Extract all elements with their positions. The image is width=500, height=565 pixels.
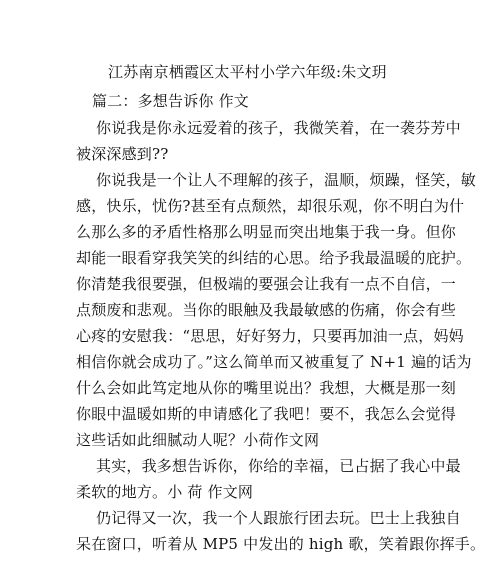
paragraph-line: 感，快乐，忧伤?甚至有点颓然，却很乐观，你不明白为什 xyxy=(76,197,465,215)
document-title: 江苏南京栖霞区太平村小学六年级:朱文玥 xyxy=(108,63,387,81)
paragraph-line: 仍记得又一次，我一个人跟旅行团去玩。巴士上我独自 xyxy=(96,509,461,527)
paragraph-line: 么那么多的矛盾性格那么明显而突出地集于我一身。但你 xyxy=(76,223,457,241)
paragraph-line: 点颓废和悲观。当你的眼触及我最敏感的伤痛，你会有些 xyxy=(76,301,457,319)
paragraph-line: 什么会如此笃定地从你的嘴里说出？我想，大概是那一刻 xyxy=(76,379,457,397)
paragraph-line: 你说我是你永远爱着的孩子，我微笑着，在一袭芬芳中 xyxy=(96,119,461,137)
paragraph-line: 柔软的地方。小 荷 作文网 xyxy=(76,483,254,501)
paragraph-line: 相信你就会成功了。”这么简单而又被重复了 N+1 遍的话为 xyxy=(76,353,472,371)
paragraph-line: 这些话如此细腻动人呢？小荷作文网 xyxy=(76,431,320,449)
document-subtitle: 篇二：多想告诉你 作文 xyxy=(92,92,249,110)
paragraph-line: 呆在窗口，听着从 MP5 中发出的 high 歌，笑着跟你挥手。 xyxy=(76,535,486,553)
paragraph-line: 被深深感到?? xyxy=(76,145,169,163)
paragraph-line: 你眼中温暖如斯的申请感化了我吧！要不，我怎么会觉得 xyxy=(76,405,457,423)
paragraph-line: 其实，我多想告诉你，你给的幸福，已占据了我心中最 xyxy=(96,457,461,475)
paragraph-line: 你说我是一个让人不理解的孩子，温顺，烦躁，怪笑，敏 xyxy=(96,171,477,189)
paragraph-line: 心疼的安慰我：“思思，好好努力，只要再加油一点，妈妈 xyxy=(76,327,464,345)
paragraph-line: 你清楚我很要强，但极端的要强会让我有一点不自信，一 xyxy=(76,275,457,293)
paragraph-line: 却能一眼看穿我笑笑的纠结的心思。给予我最温暖的庇护。 xyxy=(76,249,472,267)
